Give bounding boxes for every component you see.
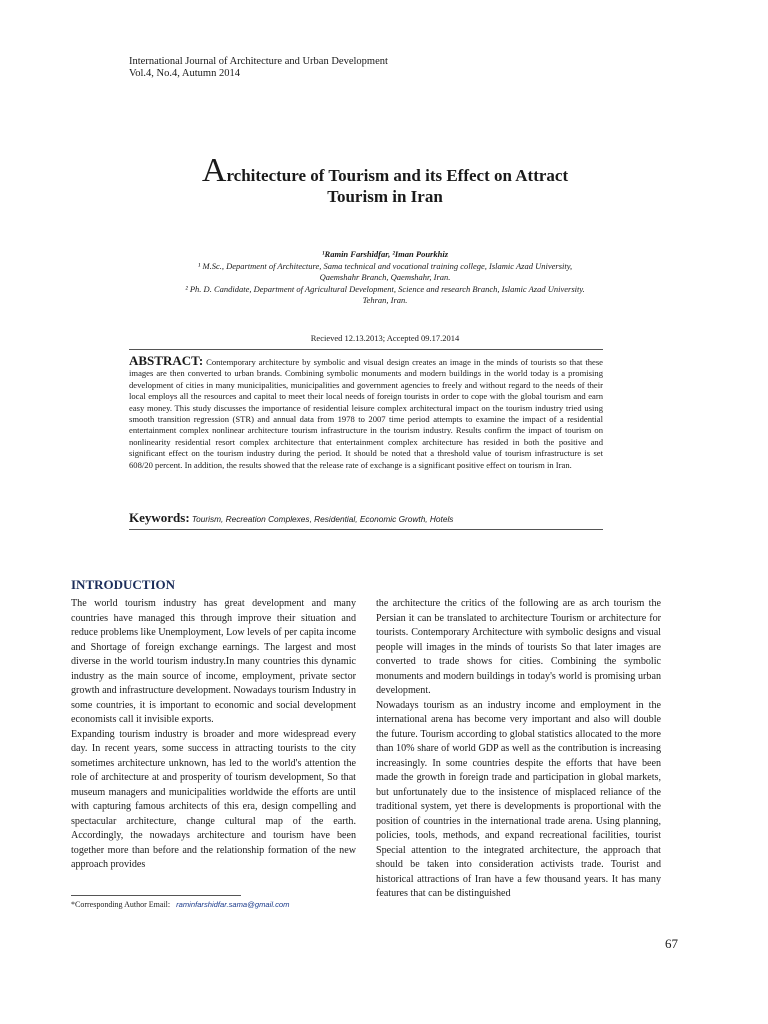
keywords — [129, 510, 603, 526]
body-column-right — [376, 597, 661, 902]
title-line-1: rchitecture of Tourism and its Effect on Attract — [226, 166, 569, 185]
keywords-label: Keywords: — [129, 510, 190, 525]
received-dates: Recieved 12.13.2013; Accepted 09.17.2014 — [310, 333, 460, 343]
journal-header — [129, 56, 388, 80]
affiliation-1-line-2: Qaemshahr Branch, Qaemshahr, Iran. — [319, 272, 451, 282]
title-line-2: Tourism in Iran — [327, 187, 443, 206]
abstract-text: Contemporary architecture by symbolic and visual design creates an image in the minds of tourists so that these images are then converted to urban brands. Combining symbolic monuments and modern buildings in the world today is a promising development of cities in many municipalities, municipalities and government agencies to freely and without regard to the needs of their local employs all the resources and capital to meet their local needs of foreign tourists in order to cope with the global tourism and earn easy money. This study discusses the importance of residential leisure complex architectural impact on the tourism industry tried using smooth transition regression (STR) and annual data from 1978 to 2007 time period attempts to examine the impact of a residential entertainment complex nonlinear architecture tourism infrastructure in the tourism industry. Results confirm the impact of tourism on nonlinearity residential resort complex architecture that entertainment complex architecture has resided in both the positive and significant effect on the tourism industry during the period. It should be noted that a threshold value of tourism infrastructure is set 608/20 percent. In addition, the results showed that the release rate of exchange is a significant positive effect on tourism in Iran. — [129, 357, 604, 470]
paragraph: Nowadays tourism as an industry income and employment in the international arena has become very important and also will double the future. Tourism according to global statistics allocated to the more than 10% share of world GDP as well as the contribution is increasing increasingly. In some countries despite the efforts that have been made the growth in foreign trade and participation in global markets, but unfortunately due to the insistence of misplaced reliance of the traditional system, yet there is developments is proportional with the position of countries in the international trade arena. Using planning, policies, tools, methods, and expand recreational facilities, tourist Special attention to the integrated architecture, the approach that should be taken into consideration activists trade. Tourist and historical attractions of Iran have a few thousand years. It has many features that can be distinguished — [376, 699, 661, 899]
page-number: 67 — [665, 936, 678, 951]
affiliation-1-line-1: ¹ M.Sc., Department of Architecture, Sama technical and vocational training college, Islamic Azad University, — [197, 260, 573, 271]
affiliation-2-line-2: Tehran, Iran. — [362, 295, 408, 305]
journal-volume: Vol.4, No.4, Autumn 2014 — [129, 68, 240, 79]
footnote — [71, 900, 289, 909]
keywords-text: Tourism, Recreation Complexes, Residential, Economic Growth, Hotels — [191, 514, 454, 524]
keywords-bottom-rule — [129, 529, 603, 530]
title-drop-cap: A — [201, 152, 227, 189]
paragraph: Expanding tourism industry is broader and more widespread every day. In recent years, some success in attracting tourists to the city sometimes architecture unknown, has led to the world's attention the role of architecture at and prosperity of tourism development, So that museum managers and municipalities worldwide the efforts are until with capturing famous architects of this era, design compelling and spectacular architecture, change cultural map of the earth. Accordingly, the nowadays architecture and tourism have been together more than before and the relationship formation of the new approach provides — [71, 728, 356, 870]
author-names: ¹Ramin Farshidfar, ²Iman Pourkhiz — [321, 249, 449, 259]
corresponding-email-link[interactable]: raminfarshidfar.sama@gmail.com — [176, 900, 290, 909]
paragraph: the architecture the critics of the following are as arch tourism the Persian it can be translated to architecture Tourism or architecture for tourists. Contemporary Architecture with symbolic designs and visual people will images in the minds of tourists So that later images are converted to trade shows for cities. Combining the symbolic monuments and modern buildings in today's world is promising urban development. — [376, 598, 661, 696]
abstract-top-rule — [129, 349, 603, 350]
introduction-heading: INTRODUCTION — [71, 577, 176, 592]
paper-title — [110, 152, 660, 207]
footnote-label: *Corresponding Author Email: — [71, 900, 171, 909]
authors-block — [110, 249, 660, 307]
journal-name: International Journal of Architecture and Urban Development — [129, 56, 388, 67]
body-column-left — [71, 597, 356, 873]
paragraph: The world tourism industry has great development and many countries have managed this through improve their situation and reduce problems like Unemployment, Low levels of per capita income and Shortage of foreign exchange earnings. The largest and most diverse in the world tourism industry.In many countries this dynamic industry as the main source of income, employment, private sector growth and infrastructure development. Nowadays tourism Industry in some countries, it is important to economic and social development economists call it invisible exports. — [71, 598, 356, 725]
abstract-label: ABSTRACT: — [129, 353, 204, 368]
affiliation-2-line-1: ² Ph. D. Candidate, Department of Agricultural Development, Science and research Branch, Islamic Azad University. — [185, 283, 585, 294]
abstract — [129, 355, 603, 471]
footnote-rule — [71, 895, 241, 896]
